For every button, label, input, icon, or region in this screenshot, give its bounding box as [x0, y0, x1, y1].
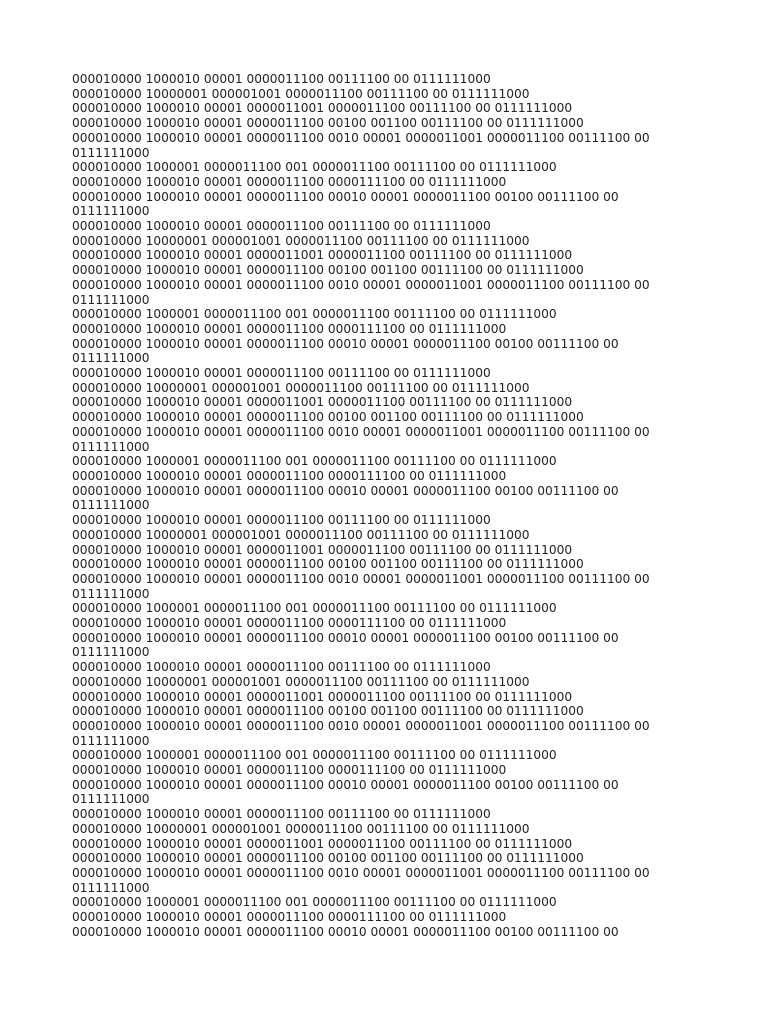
- text-line: 000010000 10000001 000001001 0000011100 00111100 00 0111111000: [72, 380, 530, 395]
- binary-text-block: [72, 72, 682, 939]
- text-line: 000010000 1000001 0000011100 001 0000011100 00111100 00 0111111000: [72, 601, 557, 616]
- text-line: 000010000 1000010 00001 0000011100 0010 00001 0000011001 0000011100 00111100 00 0111111000: [72, 424, 650, 454]
- text-line: 000010000 10000001 000001001 0000011100 00111100 00 0111111000: [72, 86, 530, 101]
- text-line: 000010000 1000010 00001 0000011100 00111100 00 0111111000: [72, 807, 491, 822]
- text-line: 000010000 1000010 00001 0000011100 00100 001100 00111100 00 0111111000: [72, 410, 584, 425]
- text-line: 000010000 1000010 00001 0000011100 00010 00001 0000011100 00100 00111100 00 0111111000: [72, 630, 619, 660]
- text-line: 000010000 10000001 000001001 0000011100 00111100 00 0111111000: [72, 527, 530, 542]
- text-line: 000010000 1000010 00001 0000011100 00111100 00 0111111000: [72, 72, 491, 86]
- text-line: 000010000 1000010 00001 0000011100 00010 00001 0000011100 00100 00111100 00 0111111000: [72, 483, 619, 513]
- text-line: 000010000 1000001 0000011100 001 0000011100 00111100 00 0111111000: [72, 748, 557, 763]
- text-line: 000010000 10000001 000001001 0000011100 00111100 00 0111111000: [72, 674, 530, 689]
- text-line: 000010000 1000010 00001 0000011100 00010 00001 0000011100 00100 00111100 00: [72, 924, 619, 939]
- text-line: 000010000 1000010 00001 0000011100 0000111100 00 0111111000: [72, 321, 507, 336]
- text-line: 000010000 1000010 00001 0000011100 0000111100 00 0111111000: [72, 468, 507, 483]
- text-line: 000010000 10000001 000001001 0000011100 00111100 00 0111111000: [72, 233, 530, 248]
- text-line: 000010000 1000010 00001 0000011100 00100 001100 00111100 00 0111111000: [72, 851, 584, 866]
- text-line: 000010000 1000010 00001 0000011001 0000011100 00111100 00 0111111000: [72, 542, 573, 557]
- text-line: 000010000 1000010 00001 0000011100 00100 001100 00111100 00 0111111000: [72, 116, 584, 131]
- text-line: 000010000 1000010 00001 0000011100 00111100 00 0111111000: [72, 219, 491, 234]
- text-line: 000010000 10000001 000001001 0000011100 00111100 00 0111111000: [72, 821, 530, 836]
- text-line: 000010000 1000010 00001 0000011100 00010 00001 0000011100 00100 00111100 00 0111111000: [72, 336, 619, 366]
- text-line: 000010000 1000010 00001 0000011100 00010 00001 0000011100 00100 00111100 00 0111111000: [72, 189, 619, 219]
- text-line: 000010000 1000010 00001 0000011100 0010 00001 0000011001 0000011100 00111100 00 0111111000: [72, 865, 650, 895]
- text-line: 000010000 1000010 00001 0000011100 0010 00001 0000011001 0000011100 00111100 00 0111111000: [72, 718, 650, 748]
- text-line: 000010000 1000010 00001 0000011100 0000111100 00 0111111000: [72, 910, 507, 925]
- text-line: 000010000 1000010 00001 0000011001 0000011100 00111100 00 0111111000: [72, 248, 573, 263]
- text-line: 000010000 1000010 00001 0000011100 00111100 00 0111111000: [72, 660, 491, 675]
- text-line: 000010000 1000010 00001 0000011100 0000111100 00 0111111000: [72, 763, 507, 778]
- text-line: 000010000 1000001 0000011100 001 0000011100 00111100 00 0111111000: [72, 307, 557, 322]
- text-line: 000010000 1000010 00001 0000011001 0000011100 00111100 00 0111111000: [72, 101, 573, 116]
- text-line: 000010000 1000010 00001 0000011100 00010 00001 0000011100 00100 00111100 00 0111111000: [72, 777, 619, 807]
- text-line: 000010000 1000010 00001 0000011001 0000011100 00111100 00 0111111000: [72, 836, 573, 851]
- text-line: 000010000 1000010 00001 0000011100 0010 00001 0000011001 0000011100 00111100 00 0111111000: [72, 277, 650, 307]
- text-line: 000010000 1000010 00001 0000011001 0000011100 00111100 00 0111111000: [72, 689, 573, 704]
- text-line: 000010000 1000001 0000011100 001 0000011100 00111100 00 0111111000: [72, 454, 557, 469]
- text-line: 000010000 1000010 00001 0000011100 0010 00001 0000011001 0000011100 00111100 00 0111111000: [72, 571, 650, 601]
- text-line: 000010000 1000001 0000011100 001 0000011100 00111100 00 0111111000: [72, 160, 557, 175]
- text-line: 000010000 1000010 00001 0000011100 00100 001100 00111100 00 0111111000: [72, 557, 584, 572]
- text-line: 000010000 1000010 00001 0000011100 00111100 00 0111111000: [72, 366, 491, 381]
- text-line: 000010000 1000010 00001 0000011100 0000111100 00 0111111000: [72, 616, 507, 631]
- text-line: 000010000 1000001 0000011100 001 0000011100 00111100 00 0111111000: [72, 895, 557, 910]
- text-line: 000010000 1000010 00001 0000011100 0010 00001 0000011001 0000011100 00111100 00 0111111000: [72, 130, 650, 160]
- text-line: 000010000 1000010 00001 0000011001 0000011100 00111100 00 0111111000: [72, 395, 573, 410]
- text-line: 000010000 1000010 00001 0000011100 00111100 00 0111111000: [72, 513, 491, 528]
- text-line: 000010000 1000010 00001 0000011100 00100 001100 00111100 00 0111111000: [72, 263, 584, 278]
- text-line: 000010000 1000010 00001 0000011100 0000111100 00 0111111000: [72, 174, 507, 189]
- text-line: 000010000 1000010 00001 0000011100 00100 001100 00111100 00 0111111000: [72, 704, 584, 719]
